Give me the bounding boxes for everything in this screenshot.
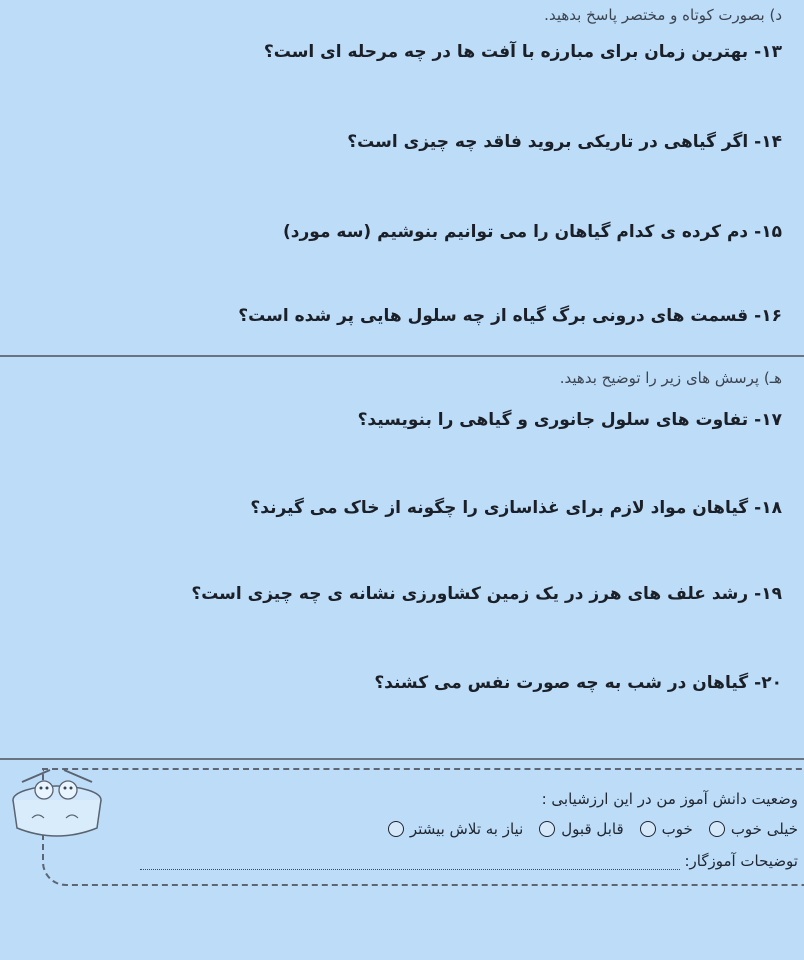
question-text: قسمت های درونی برگ گیاه از چه سلول هایی پر شده است؟ [238, 306, 749, 326]
question-number: ۱۶- [754, 306, 782, 326]
question-15 [283, 222, 782, 242]
option-label: خوب [661, 820, 693, 838]
question-14 [347, 132, 782, 152]
question-number: ۱۷- [754, 410, 782, 430]
section-divider [0, 758, 804, 760]
question-18 [250, 498, 782, 518]
teacher-comment-row [140, 852, 798, 870]
question-text: تفاوت های سلول جانوری و گیاهی را بنویسید؟ [357, 410, 749, 430]
question-17 [358, 410, 782, 430]
question-text: گیاهان در شب به چه صورت نفس می کشند؟ [374, 673, 749, 693]
question-19 [191, 584, 782, 604]
option-good[interactable] [640, 820, 693, 838]
question-text: رشد علف های هرز در یک زمین کشاورزی نشانه ی چه چیزی است؟ [191, 584, 749, 604]
question-number: ۱۳- [754, 42, 782, 62]
drum-mascot-icon [2, 760, 112, 840]
question-number: ۱۴- [754, 132, 782, 152]
question-text: دم کرده ی کدام گیاهان را می توانیم بنوشیم (سه مورد) [283, 222, 749, 242]
question-number: ۱۵- [754, 222, 782, 242]
option-very-good[interactable] [709, 820, 798, 838]
question-number: ۱۸- [754, 498, 782, 518]
question-text: گیاهان مواد لازم برای غذاسازی را چگونه از خاک می گیرند؟ [250, 498, 749, 518]
option-needs-effort[interactable] [388, 820, 523, 838]
section-divider [0, 355, 804, 357]
option-label: قابل قبول [561, 820, 624, 838]
option-label: خیلی خوب [730, 820, 798, 838]
option-label: نیاز به تلاش بیشتر [409, 820, 524, 838]
question-16 [238, 306, 782, 326]
radio-circle-icon[interactable] [709, 821, 725, 837]
evaluation-options [378, 820, 798, 838]
radio-circle-icon[interactable] [539, 821, 555, 837]
question-number: ۲۰- [754, 673, 782, 693]
evaluation-heading: وضعیت دانش آموز من در این ارزشیابی : [541, 790, 798, 808]
question-20 [374, 673, 782, 693]
question-text: بهترین زمان برای مبارزه با آفت ها در چه مرحله ای است؟ [263, 42, 749, 62]
question-13 [264, 42, 782, 62]
question-text: اگر گیاهی در تاریکی بروید فاقد چه چیزی است؟ [347, 132, 749, 152]
option-acceptable[interactable] [539, 820, 623, 838]
teacher-comment-label: توضیحات آموزگار: [684, 852, 798, 870]
section-h-title: هـ) پرسش های زیر را توضیح بدهید. [559, 369, 782, 387]
teacher-comment-line[interactable] [140, 857, 680, 870]
question-number: ۱۹- [754, 584, 782, 604]
section-d-title: د) بصورت کوتاه و مختصر پاسخ بدهید. [544, 6, 782, 24]
radio-circle-icon[interactable] [640, 821, 656, 837]
radio-circle-icon[interactable] [388, 821, 404, 837]
